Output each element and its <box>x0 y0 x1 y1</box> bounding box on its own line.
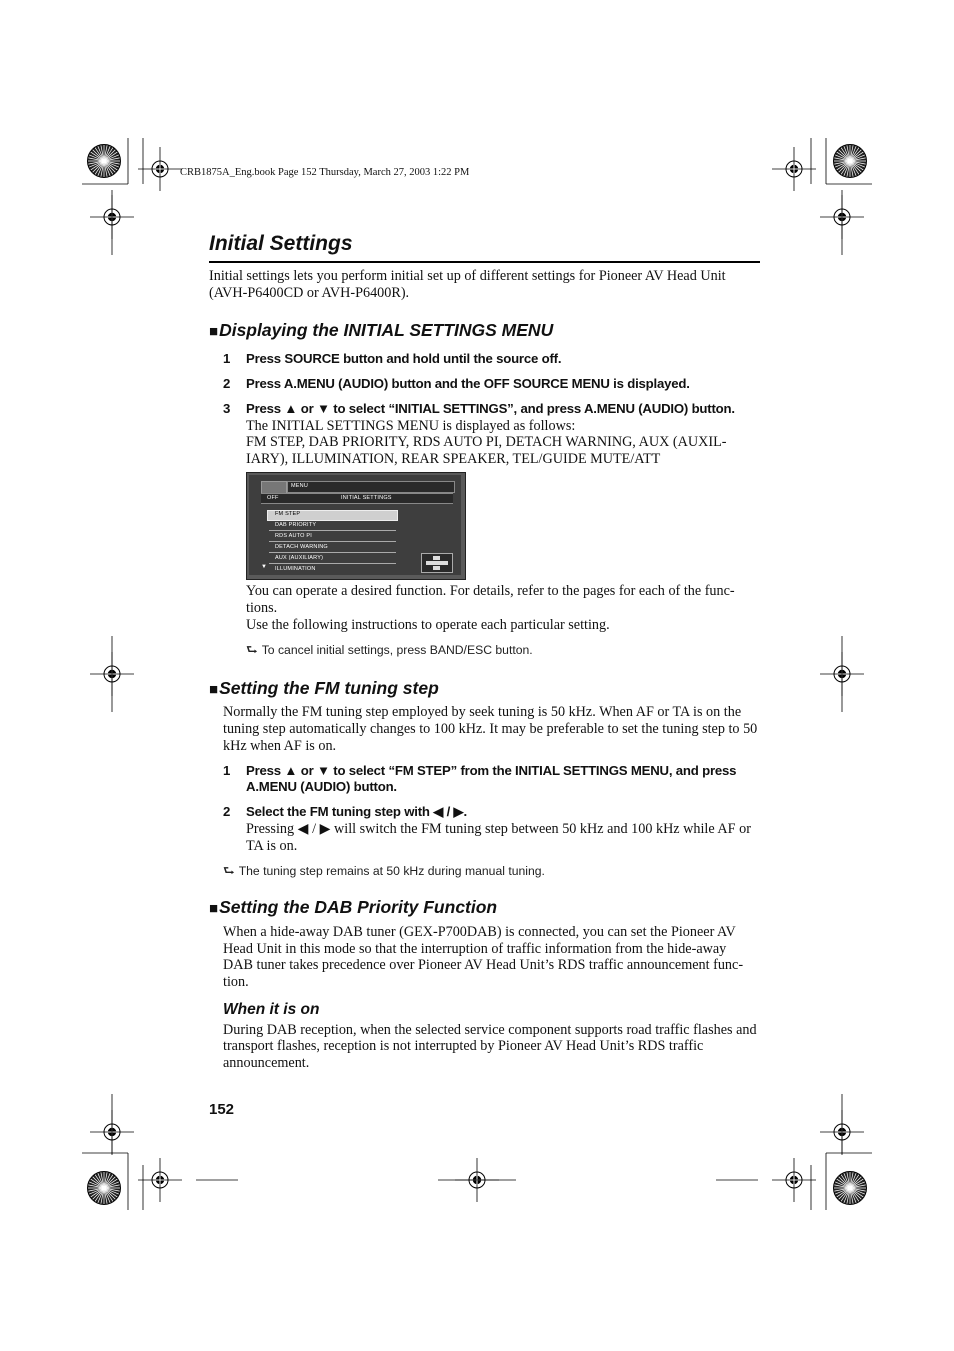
paragraph-line: During DAB reception, when the selected service component supports road traffic flashes and <box>223 1022 757 1038</box>
step-text: Press A.MENU (AUDIO) button and the OFF SOURCE MENU is displayed. <box>246 376 690 391</box>
note-arrow-icon: ⮑ <box>223 863 235 878</box>
step-body-line: FM STEP, DAB PRIORITY, RDS AUTO PI, DETACH WARNING, AUX (AUXIL- <box>246 434 727 450</box>
step-text: A.MENU (AUDIO) button. <box>246 779 397 794</box>
paragraph-line: Normally the FM tuning step employed by seek tuning is 50 kHz. When AF or TA is on the <box>223 704 742 720</box>
note: ⮑ To cancel initial settings, press BAND/ESC button. <box>246 642 533 657</box>
screen-menu-item: DETACH WARNING <box>275 544 328 550</box>
intro-line: Initial settings lets you perform initial set up of different settings for Pioneer AV Head Unit <box>209 268 726 284</box>
step-text: Press ▲ or ▼ to select “INITIAL SETTINGS”, and press A.MENU (AUDIO) button. <box>246 401 735 416</box>
book-header-info: CRB1875A_Eng.book Page 152 Thursday, March 27, 2003 1:22 PM <box>180 167 470 178</box>
step-text: Select the FM tuning step with ◀ / ▶. <box>246 804 467 819</box>
title-rule <box>209 261 760 263</box>
paragraph-line: kHz when AF is on. <box>223 738 337 754</box>
step-body-line: IARY), ILLUMINATION, REAR SPEAKER, TEL/GUIDE MUTE/ATT <box>246 451 661 467</box>
section-heading: ■Displaying the INITIAL SETTINGS MENU <box>209 320 554 340</box>
step-text: Press SOURCE button and hold until the source off. <box>246 351 562 366</box>
step-number: 2 <box>223 804 231 819</box>
screen-scroll-down-icon: ▼ <box>261 564 268 570</box>
initial-settings-screen <box>246 472 466 580</box>
section-heading: ■Setting the FM tuning step <box>209 678 439 698</box>
paragraph-line: You can operate a desired function. For details, refer to the pages for each of the func- <box>246 583 735 599</box>
starburst-mark <box>88 145 121 178</box>
note-arrow-icon: ⮑ <box>246 642 258 657</box>
note: ⮑ The tuning step remains at 50 kHz during manual tuning. <box>223 863 545 878</box>
screen-menu-item: FM STEP <box>275 511 301 517</box>
step-number: 1 <box>223 763 231 778</box>
paragraph-line: Head Unit in this mode so that the interruption of traffic information from the hide-away <box>223 941 727 957</box>
paragraph-line: tuning step automatically changes to 100 kHz. It may be preferable to set the tuning step to 50 <box>223 721 758 737</box>
step-body-line: TA is on. <box>246 838 298 854</box>
starburst-mark <box>88 1172 121 1205</box>
starburst-mark <box>834 145 867 178</box>
paragraph-line: When a hide-away DAB tuner (GEX-P700DAB) is connected, you can set the Pioneer AV <box>223 924 736 940</box>
step-text: Press ▲ or ▼ to select “FM STEP” from the INITIAL SETTINGS MENU, and press <box>246 763 737 778</box>
screen-menu-item: AUX (AUXILIARY) <box>275 555 324 561</box>
paragraph-line: Use the following instructions to operate each particular setting. <box>246 617 610 633</box>
screen-menu-item: RDS AUTO PI <box>275 533 312 539</box>
screen-menu-item: ILLUMINATION <box>275 566 316 572</box>
screen-off-label: OFF <box>267 495 279 501</box>
square-bullet-icon: ■ <box>209 900 219 917</box>
subheading: When it is on <box>223 1001 320 1018</box>
paragraph-line: announcement. <box>223 1055 310 1071</box>
paragraph-line: DAB tuner takes precedence over Pioneer AV Head Unit’s RDS traffic announcement func- <box>223 957 744 973</box>
step-body-line: Pressing ◀ / ▶ will switch the FM tuning step between 50 kHz and 100 kHz while AF or <box>246 821 751 837</box>
paragraph-line: tion. <box>223 974 249 990</box>
starburst-mark <box>834 1172 867 1205</box>
square-bullet-icon: ■ <box>209 681 219 698</box>
screen-menu-label: MENU <box>291 483 308 489</box>
intro-line: (AVH-P6400CD or AVH-P6400R). <box>209 285 410 301</box>
screen-dpad-icon <box>421 553 453 573</box>
step-number: 1 <box>223 351 231 366</box>
screen-menu-item: DAB PRIORITY <box>275 522 317 528</box>
page-title: Initial Settings <box>209 232 353 255</box>
square-bullet-icon: ■ <box>209 323 219 340</box>
paragraph-line: transport flashes, reception is not interrupted by Pioneer AV Head Unit’s RDS traffic <box>223 1038 704 1054</box>
page-number: 152 <box>209 1101 235 1118</box>
step-body-line: The INITIAL SETTINGS MENU is displayed as follows: <box>246 418 576 434</box>
step-number: 3 <box>223 401 231 416</box>
paragraph-line: tions. <box>246 600 278 616</box>
screen-header-label: INITIAL SETTINGS <box>341 495 392 501</box>
step-number: 2 <box>223 376 231 391</box>
section-heading: ■Setting the DAB Priority Function <box>209 897 498 917</box>
